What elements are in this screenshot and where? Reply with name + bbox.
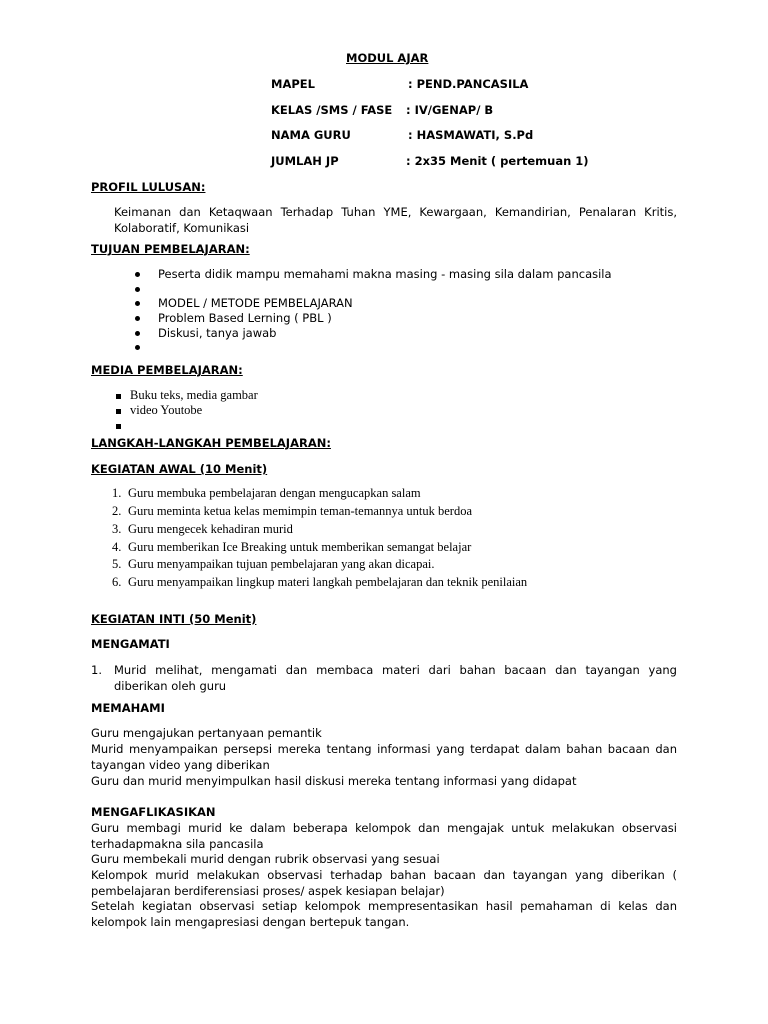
meta-value-guru: : HASMAWATI, S.Pd [408, 128, 534, 142]
bullet-dot-icon [135, 287, 140, 292]
list-item: Peserta didik mampu memahami makna masing - masing sila dalam pancasila [158, 267, 612, 281]
meta-value-mapel: : PEND.PANCASILA [408, 77, 529, 91]
item-number: 2. [112, 504, 122, 518]
list-item: Problem Based Lerning ( PBL ) [158, 311, 332, 325]
list-item: Guru membuka pembelajaran dengan mengucapkan salam [128, 486, 421, 500]
item-number: 1. [112, 486, 122, 500]
bullet-dot-icon [135, 316, 140, 321]
langkah-heading: LANGKAH-LANGKAH PEMBELAJARAN: [91, 436, 331, 450]
item-number: 6. [112, 575, 122, 589]
item-number: 3. [112, 522, 122, 536]
document-title: MODUL AJAR [346, 51, 429, 65]
list-item: video Youtobe [130, 403, 203, 417]
awal-heading: KEGIATAN AWAL (10 Menit) [91, 462, 268, 476]
mengaplikasikan-heading: MENGAFLIKASIKAN [91, 805, 216, 819]
memahami-heading: MEMAHAMI [91, 701, 165, 715]
list-item: Guru menyampaikan lingkup materi langkah pembelajaran dan teknik penilaian [128, 575, 528, 589]
list-item: Buku teks, media gambar [130, 388, 258, 402]
bullet-dot-icon [135, 331, 140, 336]
bullet-square-icon [116, 409, 121, 414]
meta-value-jp: : 2x35 Menit ( pertemuan 1) [406, 154, 589, 168]
bullet-square-icon [116, 424, 121, 429]
item-number: 5. [112, 557, 122, 571]
memahami-line: Guru mengajukan pertanyaan pemantik [91, 726, 322, 740]
item-number: 1. [91, 663, 102, 677]
mengamati-heading: MENGAMATI [91, 637, 170, 651]
memahami-line: Murid menyampaikan persepsi mereka tentang informasi yang terdapat dalam bahan bacaan dan tayangan video yang diberikan [91, 742, 677, 772]
mengamati-text: Murid melihat, mengamati dan membaca materi dari bahan bacaan dan tayangan yang diberikan oleh guru [114, 663, 677, 693]
list-item: Diskusi, tanya jawab [158, 326, 277, 340]
meta-label-jp: JUMLAH JP [271, 154, 339, 168]
meta-label-mapel: MAPEL [271, 77, 315, 91]
bullet-dot-icon [135, 301, 140, 306]
inti-heading: KEGIATAN INTI (50 Menit) [91, 612, 257, 626]
meta-value-kelas: : IV/GENAP/ B [406, 103, 494, 117]
bullet-dot-icon [135, 272, 140, 277]
list-item: Guru mengecek kehadiran murid [128, 522, 293, 536]
mengaplikasikan-line: Kelompok murid melakukan observasi terhadap bahan bacaan dan tayangan yang diberikan ( pembelajaran berdiferensiasi proses/ aspek kesiapan belajar) [91, 868, 677, 898]
list-item: Guru meminta ketua kelas memimpin teman-temannya untuk berdoa [128, 504, 472, 518]
memahami-line: Guru dan murid menyimpulkan hasil diskusi mereka tentang informasi yang didapat [91, 774, 577, 788]
meta-label-kelas: KELAS /SMS / FASE [271, 103, 393, 117]
mengaplikasikan-line: Guru membekali murid dengan rubrik observasi yang sesuai [91, 852, 440, 866]
meta-label-guru: NAMA GURU [271, 128, 351, 142]
list-item: Guru memberikan Ice Breaking untuk memberikan semangat belajar [128, 540, 472, 554]
profil-heading: PROFIL LULUSAN: [91, 180, 206, 194]
bullet-square-icon [116, 394, 121, 399]
mengaplikasikan-line: Setelah kegiatan observasi setiap kelompok mempresentasikan hasil pemahaman di kelas dan kelompok lain mengapresiasi dengan bertepuk tangan. [91, 899, 677, 929]
media-heading: MEDIA PEMBELAJARAN: [91, 363, 243, 377]
bullet-dot-icon [135, 345, 140, 350]
item-number: 4. [112, 540, 122, 554]
profil-text: Keimanan dan Ketaqwaan Terhadap Tuhan YME, Kewargaan, Kemandirian, Penalaran Kritis, Kolaboratif, Komunikasi [114, 205, 677, 235]
list-item: Guru menyampaikan tujuan pembelajaran yang akan dicapai. [128, 557, 435, 571]
tujuan-heading: TUJUAN PEMBELAJARAN: [91, 242, 250, 256]
mengaplikasikan-line: Guru membagi murid ke dalam beberapa kelompok dan mengajak untuk melakukan observasi terhadapmakna sila pancasila [91, 821, 677, 851]
list-item: MODEL / METODE PEMBELAJARAN [158, 296, 353, 310]
